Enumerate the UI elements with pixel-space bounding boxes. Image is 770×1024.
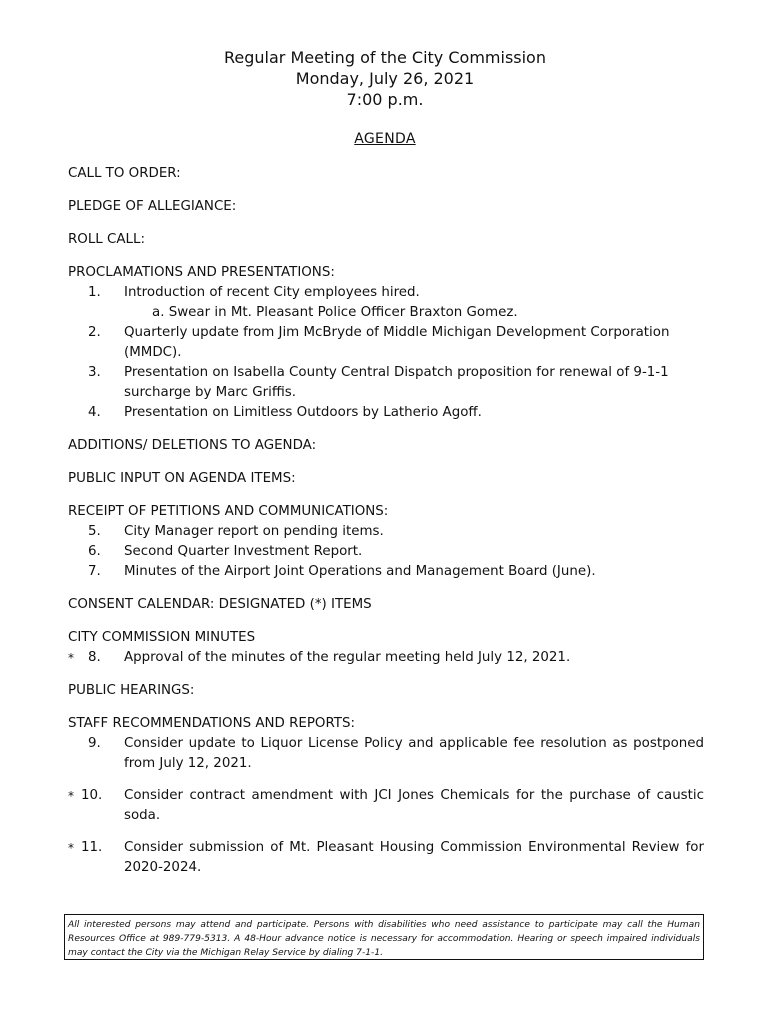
- accessibility-notice: All interested persons may attend and participate. Persons with disabilities who need assistance to participate may call the Human Resources Office at 989-779-5313. A 48-Hour advance notice is necessary for accommodation. Hearing or speech impaired individuals may contact the City via the Michigan Relay Service by dialing 7-1-1.: [64, 914, 704, 960]
- meeting-header: [0, 47, 770, 110]
- agenda-subitem: a. Swear in Mt. Pleasant Police Officer Braxton Gomez.: [152, 305, 518, 320]
- petitions-section: [68, 502, 704, 582]
- item-text: Second Quarter Investment Report.: [124, 544, 363, 559]
- item-number: 1.: [88, 285, 101, 300]
- proclamations-heading: PROCLAMATIONS AND PRESENTATIONS:: [68, 265, 335, 280]
- pledge-heading: PLEDGE OF ALLEGIANCE:: [68, 199, 237, 214]
- item-text: Approval of the minutes of the regular meeting held July 12, 2021.: [124, 650, 571, 665]
- item-number: 8.: [88, 650, 101, 665]
- agenda-item: [68, 734, 704, 774]
- item-number: 3.: [88, 365, 101, 380]
- item-number: 9.: [88, 736, 101, 751]
- agenda-item: [68, 786, 704, 826]
- minutes-section: [68, 628, 704, 668]
- item-number: 5.: [88, 524, 101, 539]
- item-text: Quarterly update from Jim McBryde of Middle Michigan Development Corporation (MMDC).: [124, 325, 670, 360]
- consent-marker: *: [68, 789, 74, 803]
- agenda-title: AGENDA: [354, 131, 416, 147]
- item-text: City Manager report on pending items.: [124, 524, 384, 539]
- item-text: Consider update to Liquor License Policy and applicable fee resolution as postponed from July 12, 2021.: [124, 736, 704, 771]
- staff-section: [68, 714, 704, 878]
- item-text: Introduction of recent City employees hired.: [124, 285, 420, 300]
- call-to-order-heading: CALL TO ORDER:: [68, 166, 181, 181]
- staff-heading: STAFF RECOMMENDATIONS AND REPORTS:: [68, 716, 355, 731]
- public-hearings-heading: PUBLIC HEARINGS:: [68, 683, 195, 698]
- meeting-date: Monday, July 26, 2021: [295, 69, 475, 88]
- agenda-item: [68, 323, 704, 363]
- meeting-title: Regular Meeting of the City Commission: [224, 48, 546, 67]
- item-number: 6.: [88, 544, 101, 559]
- roll-call-heading: ROLL CALL:: [68, 232, 145, 247]
- item-text: Consider contract amendment with JCI Jones Chemicals for the purchase of caustic soda.: [124, 788, 704, 823]
- agenda-item: [68, 838, 704, 878]
- item-text: Presentation on Limitless Outdoors by Latherio Agoff.: [124, 405, 482, 420]
- consent-marker: *: [68, 651, 74, 665]
- agenda-item: [68, 403, 704, 423]
- agenda-item: [68, 522, 704, 542]
- item-text: Consider submission of Mt. Pleasant Housing Commission Environmental Review for 2020-2024.: [124, 840, 704, 875]
- consent-marker: *: [68, 841, 74, 855]
- proclamations-section: [68, 263, 704, 423]
- agenda-item: [68, 648, 704, 668]
- item-text: Presentation on Isabella County Central Dispatch proposition for renewal of 9-1-1 surcharge by Marc Griffis.: [124, 365, 669, 400]
- agenda-body: [68, 164, 704, 891]
- meeting-time: 7:00 p.m.: [346, 90, 424, 109]
- item-number: 4.: [88, 405, 101, 420]
- petitions-heading: RECEIPT OF PETITIONS AND COMMUNICATIONS:: [68, 504, 389, 519]
- agenda-item: [68, 283, 704, 303]
- public-input-heading: PUBLIC INPUT ON AGENDA ITEMS:: [68, 471, 296, 486]
- item-number: 10.: [81, 788, 103, 803]
- consent-heading: CONSENT CALENDAR: DESIGNATED (*) ITEMS: [68, 597, 372, 612]
- agenda-item: [68, 562, 704, 582]
- item-number: 2.: [88, 325, 101, 340]
- item-number: 7.: [88, 564, 101, 579]
- additions-heading: ADDITIONS/ DELETIONS TO AGENDA:: [68, 438, 317, 453]
- agenda-item: [68, 363, 704, 403]
- minutes-heading: CITY COMMISSION MINUTES: [68, 630, 256, 645]
- item-text: Minutes of the Airport Joint Operations and Management Board (June).: [124, 564, 596, 579]
- item-number: 11.: [81, 840, 103, 855]
- agenda-item: [68, 542, 704, 562]
